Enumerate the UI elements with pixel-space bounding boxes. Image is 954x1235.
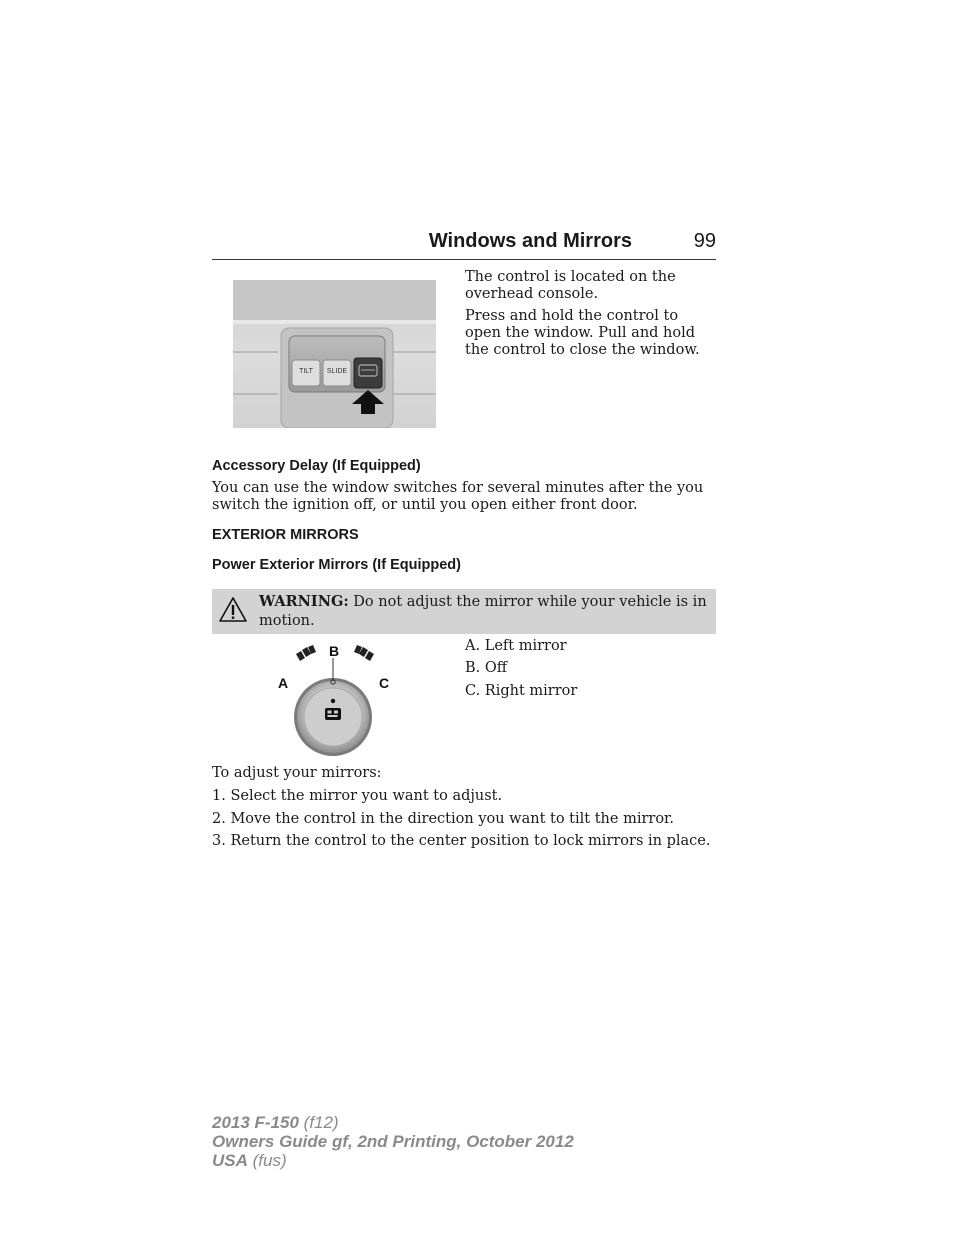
warning-triangle-icon: [218, 596, 248, 623]
intro-paragraph-1: The control is located on the overhead console.: [465, 269, 676, 302]
warning-label: WARNING:: [259, 593, 349, 610]
slide-label: SLIDE: [326, 368, 348, 375]
right-arrow-marks: [354, 645, 374, 661]
mirror-control-illustration: [270, 640, 400, 758]
warning-text: [259, 592, 709, 631]
step-1: 1. Select the mirror you want to adjust.: [212, 788, 503, 804]
page-title: Windows and Mirrors: [428, 230, 632, 252]
page-number: 99: [693, 230, 716, 252]
legend-item-a: A. Left mirror: [465, 638, 567, 654]
legend-item-b: B. Off: [465, 660, 508, 676]
footer-edition: Owners Guide gf, 2nd Printing, October 2012: [212, 1132, 574, 1151]
footer-market: USA (fus): [212, 1151, 287, 1170]
label-a: A: [277, 675, 289, 691]
label-c: C: [378, 675, 390, 691]
power-mirrors-heading: Power Exterior Mirrors (If Equipped): [212, 557, 461, 573]
tilt-label: TILT: [299, 368, 313, 375]
exterior-mirrors-heading: EXTERIOR MIRRORS: [212, 527, 359, 543]
step-3: 3. Return the control to the center position to lock mirrors in place.: [212, 833, 711, 849]
accessory-delay-heading: Accessory Delay (If Equipped): [212, 458, 421, 474]
accessory-delay-body: You can use the window switches for several minutes after the you switch the ignition off, or until you open either front door.: [212, 480, 704, 513]
label-b: B: [328, 643, 340, 659]
mirror-icon: [325, 708, 341, 720]
intro-paragraph-2: Press and hold the control to open the window. Pull and hold the control to close the window.: [465, 308, 700, 358]
header-rule: [212, 259, 716, 260]
overhead-console-illustration: [233, 280, 436, 428]
steps-intro: To adjust your mirrors:: [212, 765, 382, 781]
legend-item-c: C. Right mirror: [465, 683, 578, 699]
warning-box: [212, 589, 716, 634]
warning-message: Do not adjust the mirror while your vehicle is in motion.: [259, 594, 707, 629]
step-2: 2. Move the control in the direction you want to tilt the mirror.: [212, 811, 675, 827]
left-arrow-marks: [296, 645, 316, 661]
footer-model: 2013 F-150 (f12): [212, 1113, 339, 1132]
